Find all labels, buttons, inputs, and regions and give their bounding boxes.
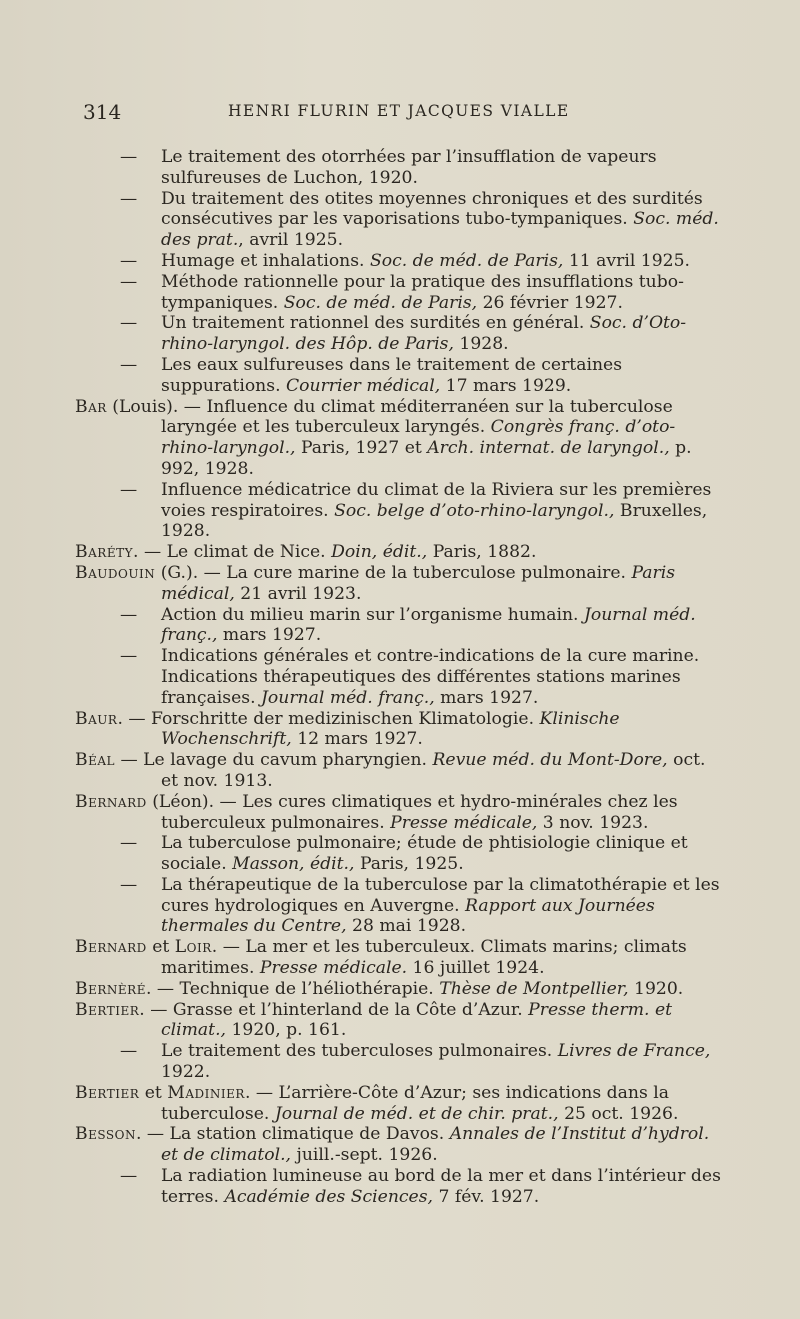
entry-text: La thérapeutique de la tuberculose par la climatothérapie et les cures hydrologiques en Auvergne. <box>161 874 720 916</box>
entry-tail: Paris, 1882. <box>427 542 537 563</box>
entry-dash: — <box>120 188 138 209</box>
entry-tail: Paris, 1925. <box>354 854 464 875</box>
entry-tail: 25 oct. 1926. <box>558 1103 679 1124</box>
entry-tail: 17 mars 1929. <box>440 375 572 396</box>
bibliography-entry <box>75 542 727 563</box>
entry-source: Congrès franç. d’oto-rhino-laryngol., <box>161 417 676 459</box>
entry-text: Influence médicatrice du climat de la Riviera sur les premières voies respiratoires. <box>161 479 712 521</box>
entry-text: Le traitement des tuberculoses pulmonaires. <box>161 1041 553 1062</box>
entry-text: Action du milieu marin sur l’organisme humain. <box>161 604 579 625</box>
entry-source: Soc. d’Oto-rhino-laryngol. des Hôp. de Paris, <box>161 313 687 355</box>
entry-text: . — Technique de l’héliothérapie. <box>145 978 434 999</box>
entry-source: Soc. belge d’oto-rhino-laryngol., <box>334 500 615 521</box>
entry-tail: , avril 1925. <box>238 230 344 251</box>
bibliography-entry <box>75 189 727 251</box>
entry-author: Béal <box>75 750 116 771</box>
entry-source: Doin, édit., <box>331 542 428 563</box>
entry-text: Un traitement rationnel des surdités en général. <box>161 313 585 334</box>
bibliography-entry <box>75 646 727 708</box>
entry-source: Paris médical, <box>161 562 676 604</box>
entry-text: (Louis). — Influence du climat méditerranéen sur la tuberculose laryngée et les tuberculeux laryngés. <box>106 396 673 438</box>
entry-dash: — <box>120 646 138 667</box>
entry-source: Presse therm. et climat., <box>161 999 673 1041</box>
entry-author: Bar <box>75 396 107 417</box>
entry-source: Journal de méd. et de chir. prat., <box>274 1103 559 1124</box>
entry-source: Livres de France, <box>557 1041 711 1062</box>
entry-source: Presse médicale, <box>390 812 538 833</box>
entry-dash: — <box>120 833 138 854</box>
entry-source: Klinische Wochenschrift, <box>161 708 620 750</box>
bibliography-entry <box>75 313 727 355</box>
entry-text: . — La mer et les tuberculeux. Climats marins; climats maritimes. <box>161 937 687 979</box>
bibliography-entry <box>75 480 727 542</box>
bibliography-entry <box>75 1166 727 1208</box>
entry-text: La radiation lumineuse au bord de la mer et dans l’intérieur des terres. <box>161 1166 721 1207</box>
bibliography-entry <box>75 1000 727 1042</box>
entry-author: Baur <box>75 708 118 729</box>
entry-text: et <box>146 937 175 958</box>
entry-text: Humage et inhalations. <box>161 250 365 271</box>
bibliography-entry <box>75 875 727 937</box>
bibliography-entry <box>75 147 727 189</box>
entry-dash: — <box>120 354 138 375</box>
entry-source: Arch. internat. de laryngol., <box>427 438 670 459</box>
entry-dash: — <box>120 1041 138 1062</box>
entry-text: et <box>139 1082 168 1103</box>
entry-text: . — Forschritte der medizinischen Klimatologie. <box>117 708 535 729</box>
entry-tail: Paris, 1927 et <box>295 438 428 459</box>
bibliography-list <box>75 147 727 1208</box>
entry-tail: 1928. <box>453 334 509 355</box>
entry-author: Bernard <box>75 937 147 958</box>
entry-source: Rapport aux Journées thermales du Centre, <box>161 895 655 937</box>
entry-author: Bertier <box>75 999 140 1020</box>
entry-tail: 26 février 1927. <box>477 292 623 313</box>
bibliography-entry <box>75 272 727 314</box>
entry-source: Courrier médical, <box>286 375 441 396</box>
entry-dash: — <box>120 147 138 167</box>
entry-text: Méthode rationnelle pour la pratique des insufflations tubo-tympaniques. <box>161 271 684 313</box>
bibliography-entry <box>75 750 727 792</box>
entry-dash: — <box>120 250 138 271</box>
page-number: 314 <box>83 100 122 124</box>
entry-text: La tuberculose pulmonaire; étude de phtisiologie clinique et sociale. <box>161 833 688 875</box>
running-title: HENRI FLURIN ET JACQUES VIALLE <box>228 102 570 120</box>
bibliography-entry <box>75 605 727 647</box>
entry-source: Soc. méd. des prat. <box>161 209 719 251</box>
entry-dash: — <box>120 271 138 292</box>
entry-text: . — L’arrière-Côte d’Azur; ses indications dans la tuberculose. <box>161 1082 670 1124</box>
entry-source: Soc. de méd. de Paris, <box>283 292 478 313</box>
entry-text: . — Le climat de Nice. <box>133 542 326 563</box>
bibliography-entry <box>75 937 727 979</box>
entry-text: . — Grasse et l’hinterland de la Côte d’Azur. <box>139 999 523 1020</box>
entry-source: Journal méd. franç., <box>261 687 435 708</box>
bibliography-entry <box>75 709 727 751</box>
entry-tail: Bruxelles, 1928. <box>161 500 708 542</box>
entry-text: Les eaux sulfureuses dans le traitement de certaines suppurations. <box>161 354 623 396</box>
entry-dash: — <box>120 479 138 500</box>
page-header <box>83 100 723 128</box>
entry-tail: 1920, p. 161. <box>226 1020 347 1041</box>
entry-text: Indications générales et contre-indications de la cure marine. Indications thérapeutiques des différentes stations marines françaises. <box>161 646 700 708</box>
entry-dash: — <box>120 604 138 625</box>
bibliography-entry <box>75 1124 727 1166</box>
entry-text: (Léon). — Les cures climatiques et hydro-minérales chez les tuberculeux pulmonaires. <box>146 791 678 833</box>
bibliography-entry <box>75 1083 727 1125</box>
entry-tail: mars 1927. <box>217 625 322 646</box>
entry-author: Baréty <box>75 542 134 563</box>
entry-dash: — <box>120 1166 138 1187</box>
entry-author: Loir <box>174 937 212 958</box>
entry-source: Presse médicale. <box>259 958 408 979</box>
entry-tail: mars 1927. <box>434 687 539 708</box>
entry-text: — Le lavage du cavum pharyngien. <box>115 750 427 771</box>
entry-author: Besson <box>75 1124 136 1145</box>
bibliography-entry <box>75 833 727 875</box>
entry-author: Madinier <box>167 1082 245 1103</box>
entry-tail: juill.-sept. 1926. <box>291 1145 438 1166</box>
entry-text: Du traitement des otites moyennes chroniques et des surdités consécutives par les vaporisations tubo-tympaniques. <box>161 188 703 230</box>
entry-tail: 3 nov. 1923. <box>537 812 649 833</box>
entry-tail: 21 avril 1923. <box>234 583 362 604</box>
entry-tail: 16 juillet 1924. <box>407 958 545 979</box>
entry-dash: — <box>120 313 138 334</box>
bibliography-entry <box>75 355 727 397</box>
entry-tail: oct. et nov. 1913. <box>161 750 706 791</box>
entry-tail: p. 992, 1928. <box>161 438 692 479</box>
entry-source: Académie des Sciences, <box>224 1186 434 1207</box>
bibliography-entry <box>75 563 727 605</box>
entry-author: Bertier <box>75 1082 140 1103</box>
entry-source: Annales de l’Institut d’hydrol. et de climatol., <box>161 1124 710 1166</box>
entry-author: Bernard <box>75 791 147 812</box>
entry-author: Baudouin <box>75 562 156 583</box>
entry-source: Journal méd. franç., <box>161 604 696 646</box>
bibliography-entry <box>75 792 727 834</box>
bibliography-entry <box>75 1041 727 1083</box>
entry-dash: — <box>120 874 138 895</box>
entry-source: Thèse de Montpellier, <box>439 978 629 999</box>
entry-source: Masson, édit., <box>232 854 355 875</box>
entry-text: Le traitement des otorrhées par l’insufflation de vapeurs sulfureuses de Luchon, 1920. <box>161 147 657 188</box>
entry-tail: 1920. <box>628 978 684 999</box>
entry-tail: 28 mai 1928. <box>346 916 467 937</box>
entry-tail: 1922. <box>161 1062 211 1083</box>
bibliography-entry <box>75 397 727 480</box>
entry-tail: 7 fév. 1927. <box>433 1186 540 1207</box>
entry-tail: 12 mars 1927. <box>291 729 423 750</box>
entry-text: . — La station climatique de Davos. <box>135 1124 445 1145</box>
entry-author: Bernèré <box>75 978 146 999</box>
bibliography-entry <box>75 979 727 1000</box>
entry-source: Revue méd. du Mont-Dore, <box>432 750 668 771</box>
entry-tail: 11 avril 1925. <box>563 250 691 271</box>
entry-text: (G.). — La cure marine de la tuberculose pulmonaire. <box>155 562 626 583</box>
bibliography-entry <box>75 251 727 272</box>
entry-source: Soc. de méd. de Paris, <box>369 250 564 271</box>
